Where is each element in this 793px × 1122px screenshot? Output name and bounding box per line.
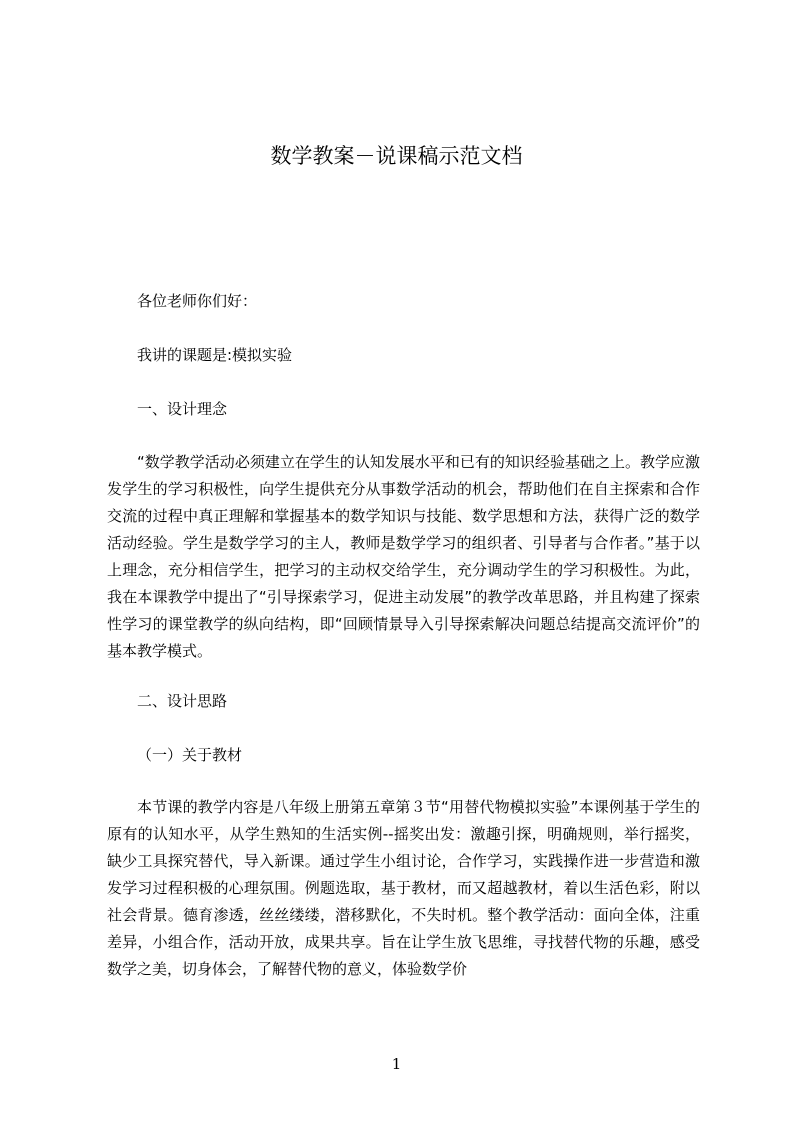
document-title: 数学教案－说课稿示范文档: [270, 144, 523, 168]
page-number: 1: [391, 1055, 402, 1073]
section-heading-design-concept: 一、设计理念: [137, 400, 228, 418]
greeting-text: 各位老师你们好：: [137, 292, 258, 310]
topic-line: 我讲的课题是:模拟实验: [137, 346, 293, 364]
section-heading-design-idea: 二、设计思路: [137, 692, 228, 710]
about-textbook-paragraph: 本节课的教学内容是八年级上册第五章第３节“用替代物模拟实验”本课例基于学生的原有的认知水平，从学生熟知的生活实例--摇奖出发：激趣引探，明确规则，举行摇奖，缺少工具探究替代，导入新课。通过学生小组讨论，合作学习，实践操作进一步营造和激发学习过程积极的心理氛围。例题选取，基于教材，而又超越教材，着以生活色彩，附以社会背景。德育渗透，丝丝缕缕，潜移默化，不失时机。整个教学活动：面向全体，注重差异，小组合作，活动开放，成果共享。旨在让学生放飞思维，寻找替代物的乐趣，感受数学之美，切身体会，了解替代物的意义，体验数学价: [107, 798, 700, 978]
design-concept-paragraph: “数学教学活动必须建立在学生的认知发展水平和已有的知识经验基础之上。教学应激发学生的学习积极性，向学生提供充分从事数学活动的机会，帮助他们在自主探索和合作交流的过程中真正理解和掌握基本的数学知识与技能、数学思想和方法，获得广泛的数学活动经验。学生是数学学习的主人，教师是数学学习的组织者、引导者与合作者。”基于以上理念，充分相信学生，把学习的主动权交给学生，充分调动学生的学习积极性。为此，我在本课教学中提出了“引导探索学习，促进主动发展”的教学改革思路，并且构建了探索性学习的课堂教学的纵向结构，即“回顾情景导入引导探索解决问题总结提高交流评价”的基本教学模式。: [107, 453, 700, 660]
subsection-heading-about-textbook: （一）关于教材: [137, 746, 243, 764]
